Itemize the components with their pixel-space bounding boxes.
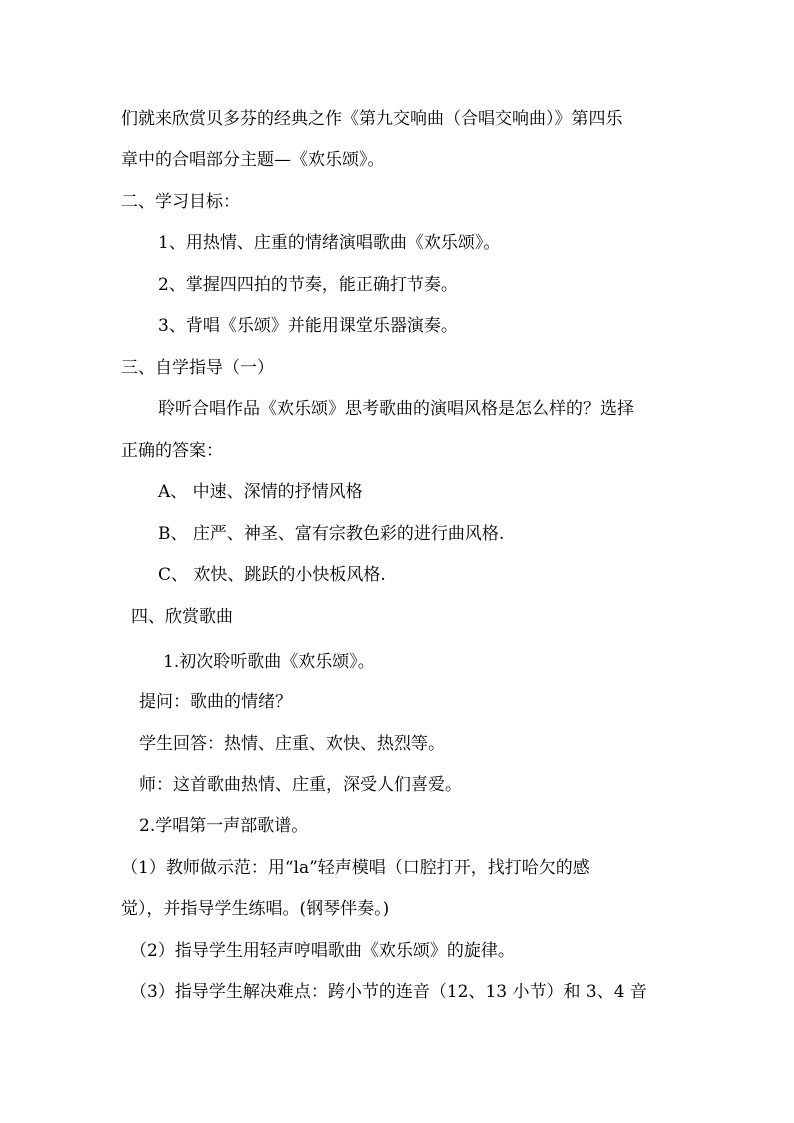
sub-step-1-line-1: （1）教师做示范：用“la”轻声模唱（口腔打开，找打哈欠的感 [121,858,590,878]
paragraph-intro-line-2: 章中的合唱部分主题—《欢乐颂》。 [121,150,385,170]
section-heading-self-study: 三、自学指导（一） [121,358,274,378]
self-study-question-line-1: 聆听合唱作品《欢乐颂》思考歌曲的演唱风格是怎么样的？选择 [158,399,634,419]
answer-option-b: B、 庄严、神圣、富有宗教色彩的进行曲风格. [158,524,505,544]
question-emotion: 提问：歌曲的情绪？ [139,692,292,712]
answer-option-a: A、 中速、深情的抒情风格 [158,482,363,502]
student-answer: 学生回答：热情、庄重、欢快、热烈等。 [139,734,445,754]
answer-option-c: C、 欢快、跳跃的小快板风格. [158,565,386,585]
section-heading-learning-goals: 二、学习目标： [121,192,240,212]
sub-step-3: （3）指导学生解决难点：跨小节的连音（12、13 小节）和 3、4 音 [130,982,647,1002]
self-study-question-line-2: 正确的答案： [121,441,223,461]
goal-item-2: 2、掌握四四拍的节奏，能正确打节奏。 [158,275,458,295]
teacher-comment: 师：这首歌曲热情、庄重，深受人们喜爱。 [139,775,462,795]
goal-item-3: 3、背唱《乐颂》并能用课堂乐器演奏。 [158,316,458,336]
sub-step-2: （2）指导学生用轻声哼唱歌曲《欢乐颂》的旋律。 [130,941,515,961]
paragraph-intro-line-1: 们就来欣赏贝多芬的经典之作《第九交响曲（合唱交响曲）》第四乐 [121,109,623,129]
section-heading-appreciation: 四、欣赏歌曲 [131,607,233,627]
step-learn-first-part: 2.学唱第一声部歌谱。 [139,816,309,836]
goal-item-1: 1、用热情、庄重的情绪演唱歌曲《欢乐颂》。 [158,233,501,253]
sub-step-1-line-2: 觉），并指导学生练唱。(钢琴伴奏。) [121,899,390,919]
step-first-listening: 1.初次聆听歌曲《欢乐颂》。 [163,652,375,672]
